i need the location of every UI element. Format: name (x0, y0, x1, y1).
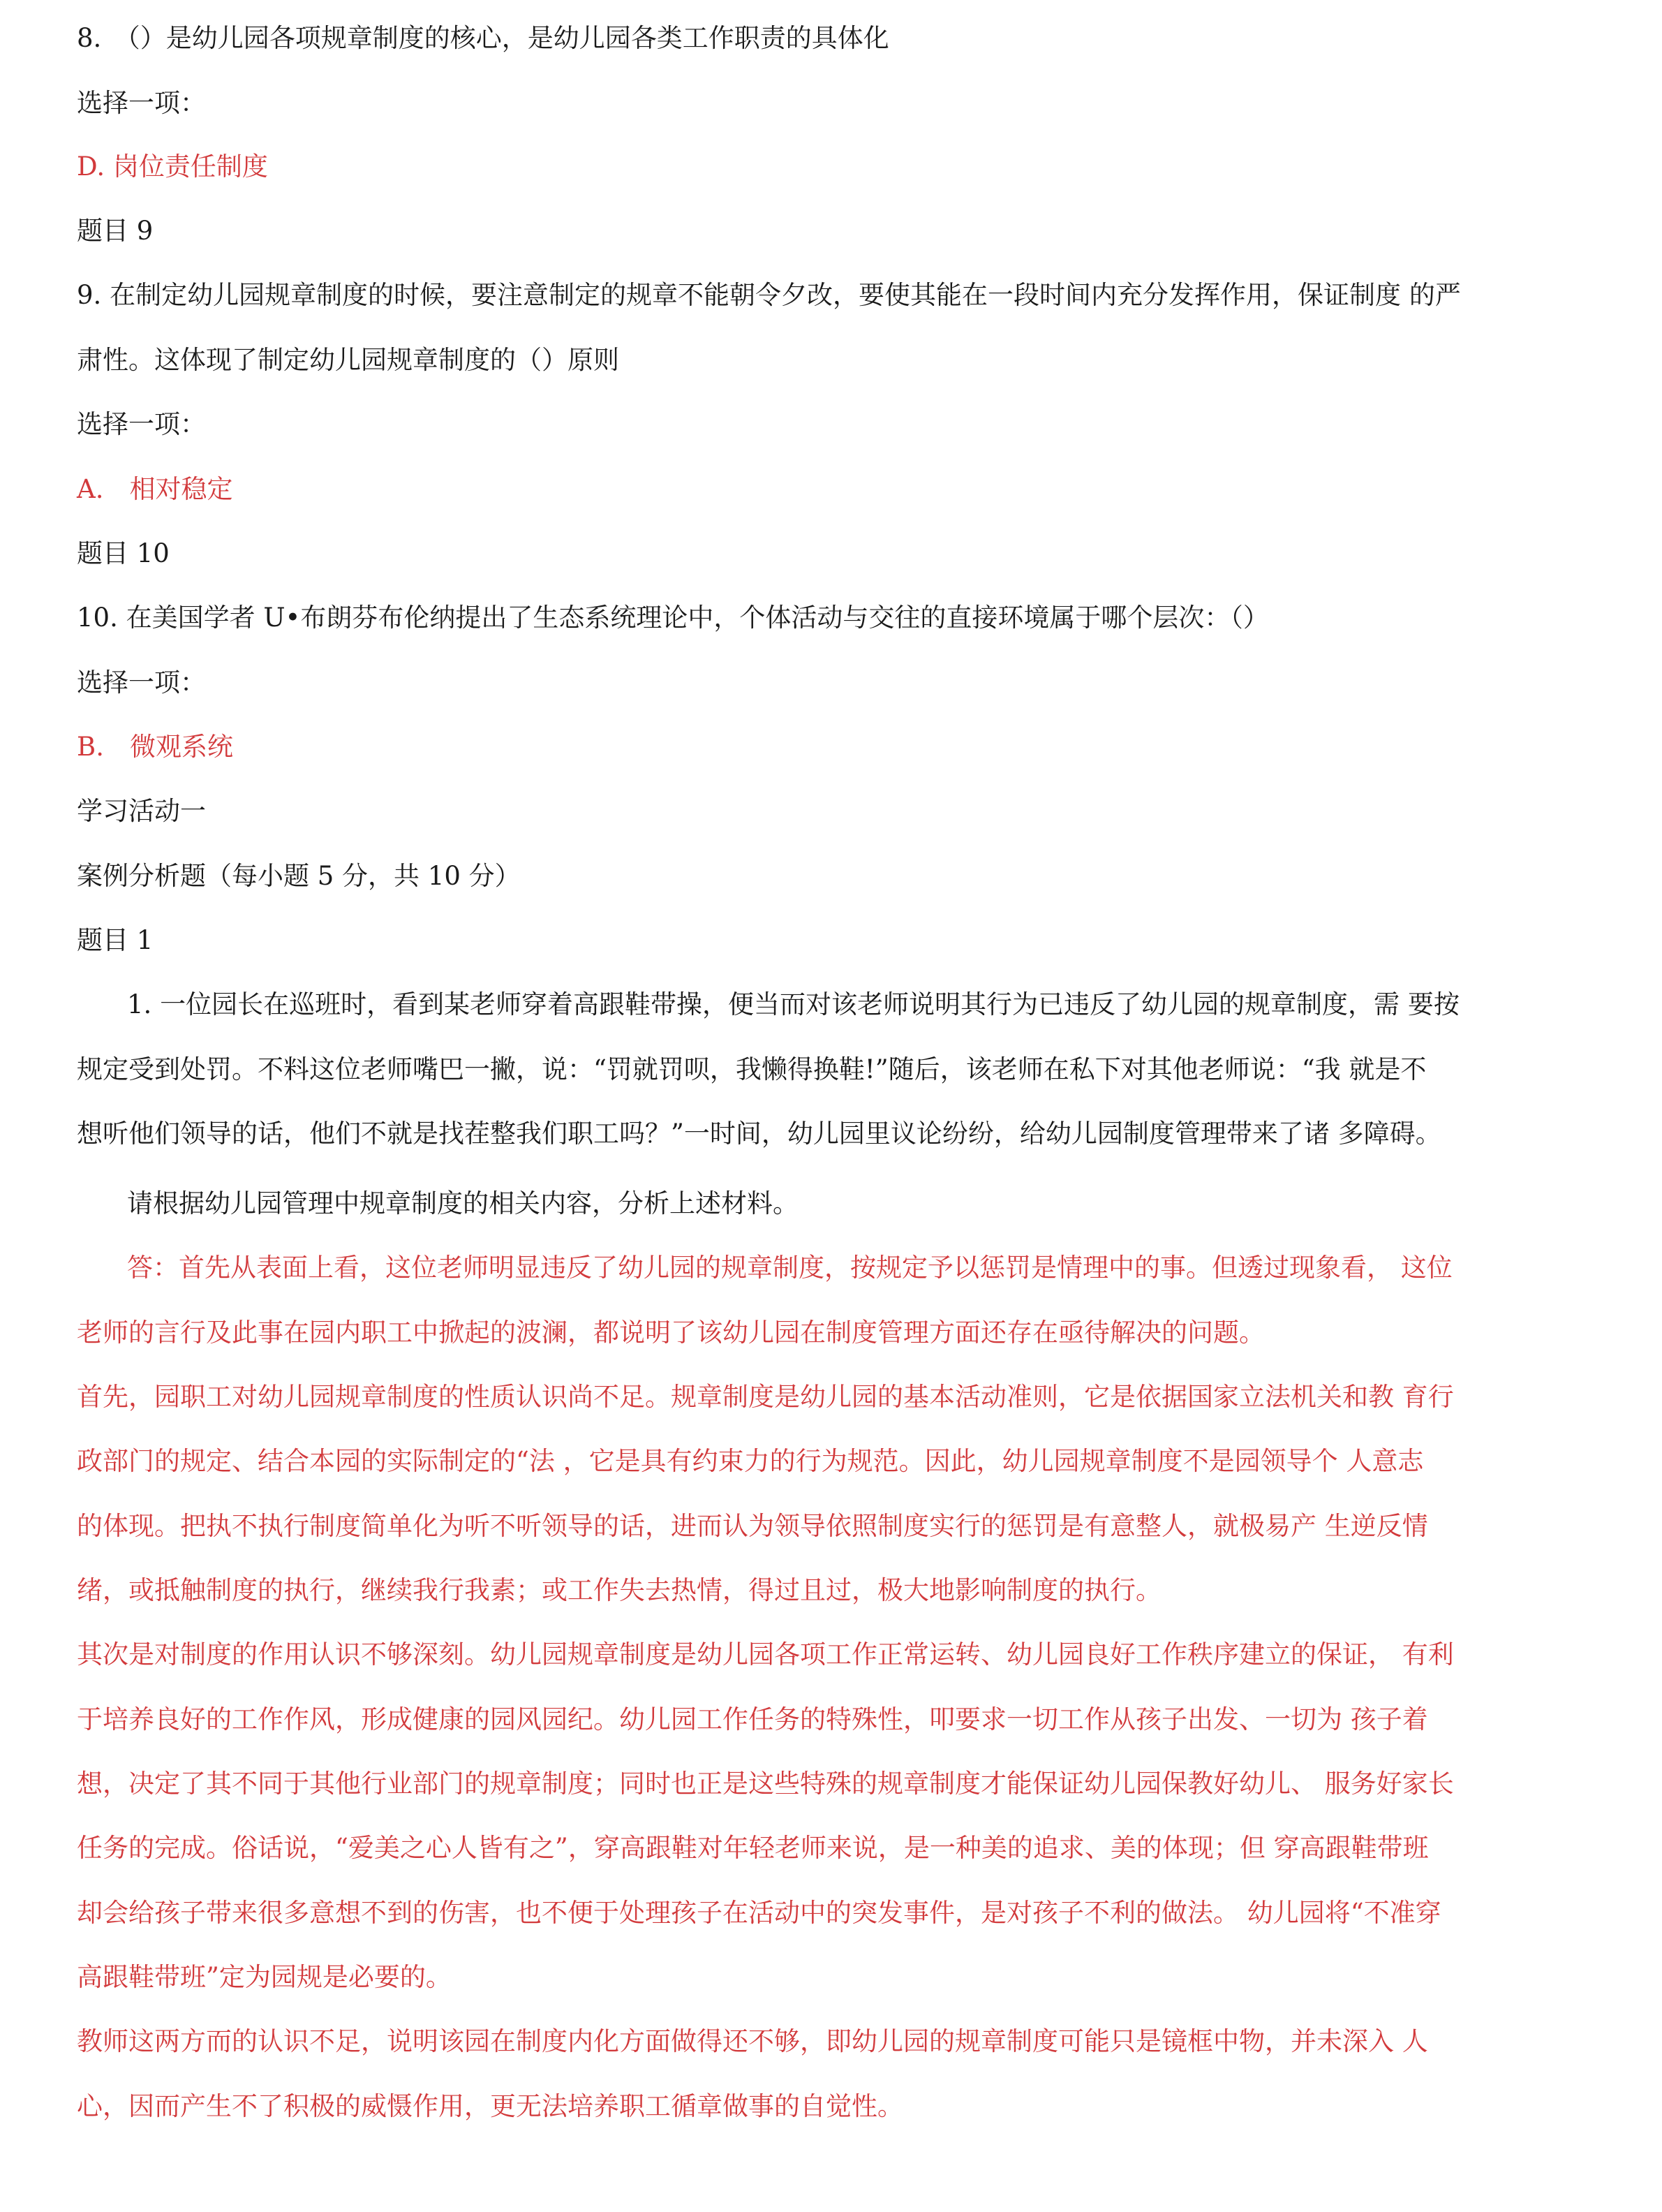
answer-line-13: 教师这两方而的认识不足，说明该园在制度内化方面做得还不够，即幼儿园的规章制度可能只是镜框中物，并未深入 人 (77, 2026, 1428, 2056)
question-9-answer: A. 相对稳定 (77, 474, 233, 504)
answer-line-7: 其次是对制度的作用认识不够深刻。幼儿园规章制度是幼儿园各项工作正常运转、幼儿园良好工作秩序建立的保证， 有利 (77, 1639, 1454, 1669)
answer-line-10: 任务的完成。俗话说，“爱美之心人皆有之”，穿高跟鞋对年轻老师来说，是一种美的追求、美的体现；但 穿高跟鞋带班 (77, 1833, 1429, 1863)
answer-line-3: 首先，园职工对幼儿园规章制度的性质认识尚不足。规章制度是幼儿园的基本活动准则，它是依据国家立法机关和教 育行 (77, 1382, 1454, 1412)
answer-line-11: 却会给孩子带来很多意想不到的伤害，也不便于处理孩子在活动中的突发事件，是对孩子不利的做法。 幼儿园将“不准穿 (77, 1898, 1441, 1928)
question-9-prompt: 选择一项： (77, 409, 206, 439)
question-10-title: 题目 10 (77, 538, 170, 568)
activity-item-title: 题目 1 (77, 925, 154, 955)
question-10-prompt: 选择一项： (77, 668, 206, 698)
answer-line-12: 高跟鞋带班”定为园规是必要的。 (77, 1962, 452, 1992)
answer-line-9: 想，决定了其不同于其他行业部门的规章制度；同时也正是这些特殊的规章制度才能保证幼儿园保教好幼儿、 服务好家长 (77, 1769, 1454, 1799)
question-8-stem: 8. （）是幼儿园各项规章制度的核心，是幼儿园各类工作职责的具体化 (77, 23, 889, 53)
case-text-line-3: 想听他们领导的话，他们不就是找茬整我们职工吗？”一时间，幼儿园里议论纷纷，给幼儿园制度管理带来了诸 多障碍。 (77, 1119, 1441, 1149)
answer-line-5: 的体现。把执不执行制度简单化为听不听领导的话，进而认为领导依照制度实行的惩罚是有意整人，就极易产 生逆反情 (77, 1511, 1428, 1541)
question-8-prompt: 选择一项： (77, 88, 206, 118)
question-8-answer: D. 岗位责任制度 (77, 152, 268, 182)
answer-line-4: 政部门的规定、结合本园的实际制定的“法 ，它是具有约束力的行为规范。因此，幼儿园规章制度不是园领导个 人意志 (77, 1446, 1424, 1476)
answer-line-14: 心，因而产生不了积极的威慑作用，更无法培养职工循章做事的自觉性。 (77, 2091, 903, 2121)
question-9-stem-line-1: 9. 在制定幼儿园规章制度的时候，要注意制定的规章不能朝令夕改，要使其能在一段时间内充分发挥作用，保证制度 的严 (77, 280, 1461, 310)
question-9-title: 题目 9 (77, 216, 154, 246)
question-9-stem-line-2: 肃性。这体现了制定幼儿园规章制度的（）原则 (77, 345, 619, 375)
answer-line-6: 绪，或抵触制度的执行，继续我行我素；或工作失去热情，得过且过，极大地影响制度的执行。 (77, 1575, 1162, 1605)
case-text-line-2: 规定受到处罚。不料这位老师嘴巴一撇，说：“罚就罚呗，我懒得换鞋!”随后，该老师在私下对其他老师说：“我 就是不 (77, 1054, 1427, 1084)
activity-section-heading: 案例分析题（每小题 5 分，共 10 分） (77, 861, 521, 891)
answer-line-1: 答：首先从表面上看，这位老师明显违反了幼儿园的规章制度，按规定予以惩罚是情理中的事。但透过现象看， 这位 (127, 1253, 1453, 1283)
activity-title: 学习活动一 (77, 796, 206, 826)
question-10-answer: B. 微观系统 (77, 732, 233, 762)
case-text-line-1: 1. 一位园长在巡班时，看到某老师穿着高跟鞋带操，便当而对该老师说明其行为已违反了幼儿园的规章制度，需 要按 (127, 989, 1460, 1019)
case-instruction: 请根据幼儿园管理中规章制度的相关内容，分析上述材料。 (127, 1188, 799, 1218)
answer-line-2: 老师的言行及此事在园内职工中掀起的波澜，都说明了该幼儿园在制度管理方面还存在亟待解决的问题。 (77, 1318, 1265, 1348)
question-10-stem: 10. 在美国学者 U•布朗芬布伦纳提出了生态系统理论中，个体活动与交往的直接环境属于哪个层次：（） (77, 603, 1269, 633)
answer-line-8: 于培养良好的工作作风，形成健康的园风园纪。幼儿园工作任务的特殊性，叩要求一切工作从孩子出发、一切为 孩子着 (77, 1704, 1428, 1734)
